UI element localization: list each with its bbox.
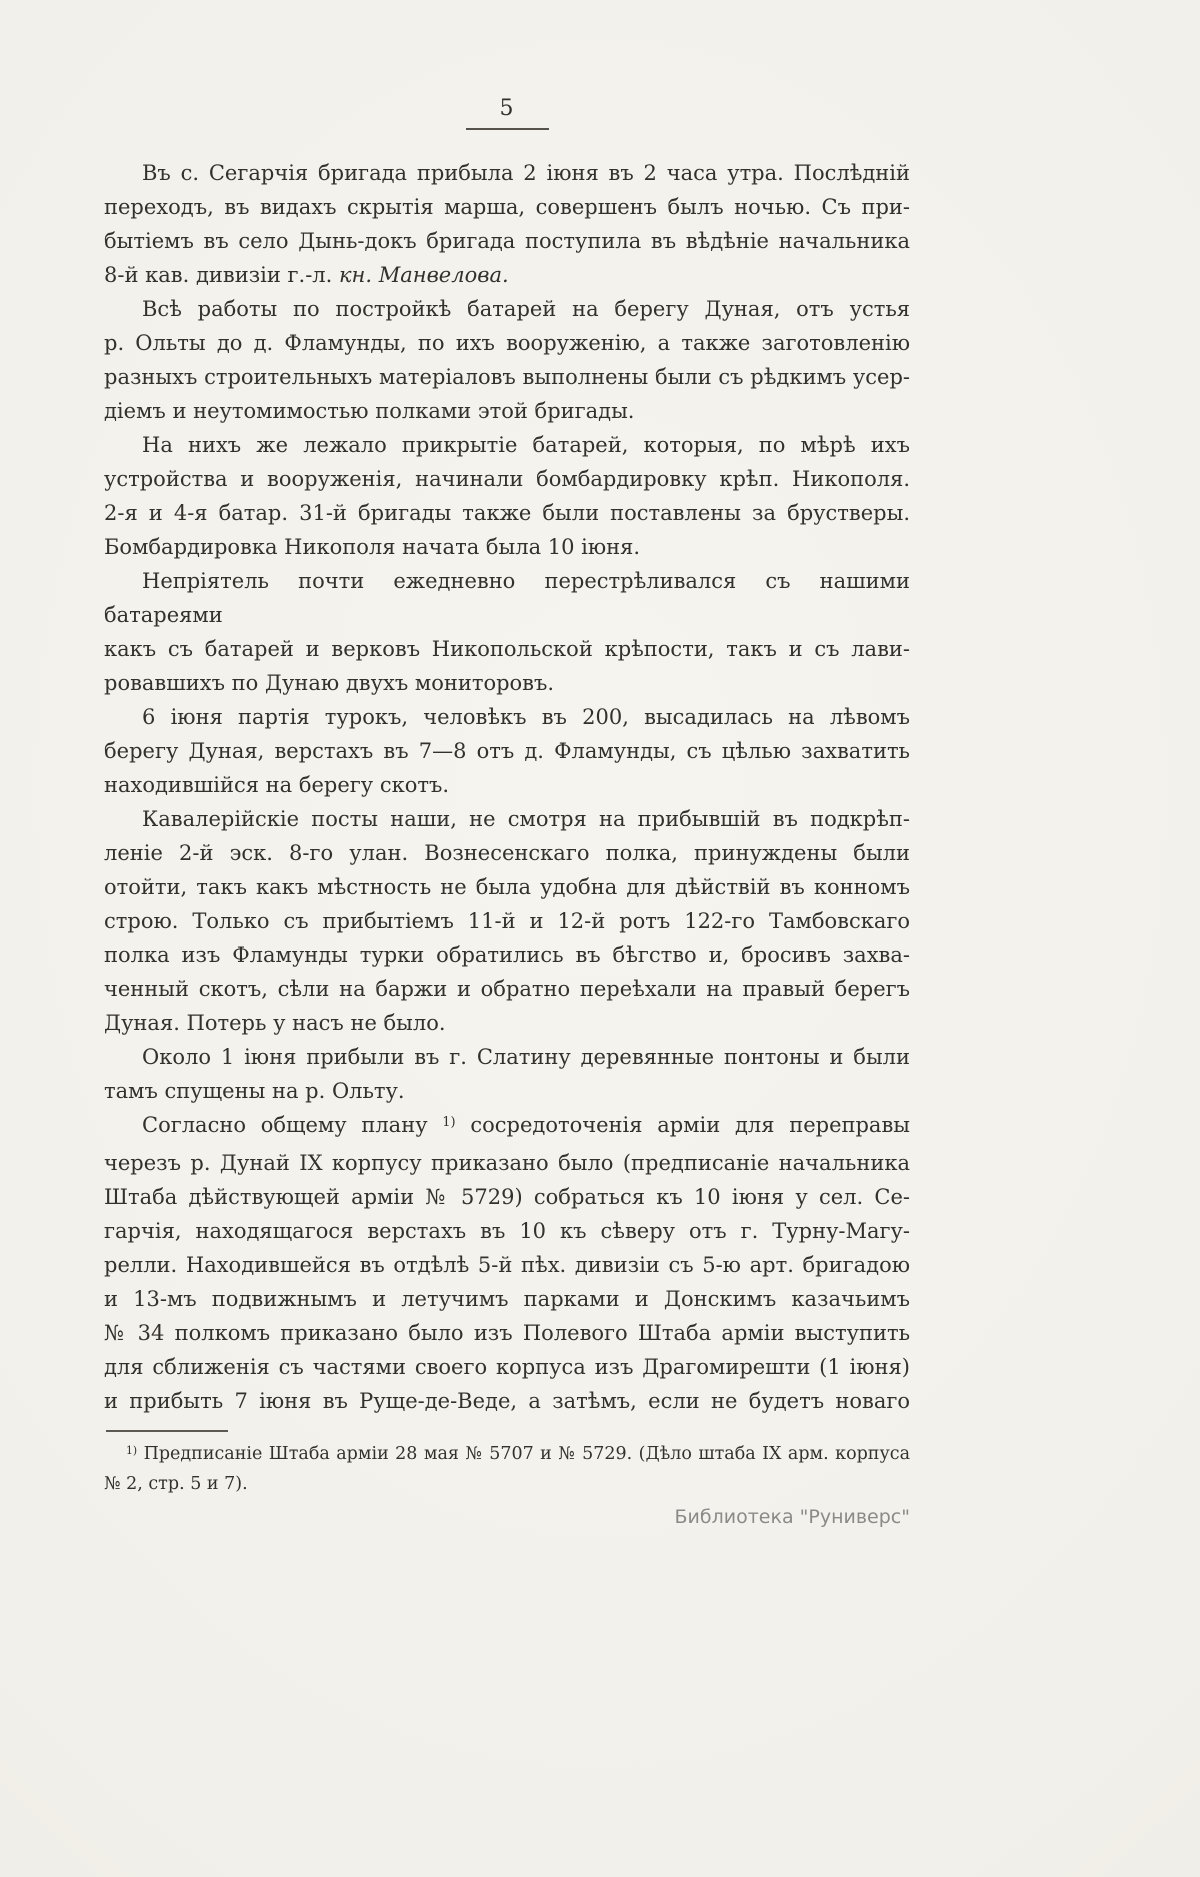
paragraph-6 bbox=[104, 802, 910, 1040]
text-line: релли. Находившейся въ отдѣлѣ 5-й пѣх. дивизіи съ 5-ю арт. бригадою bbox=[104, 1253, 910, 1277]
text-line: тамъ спущены на р. Ольту. bbox=[104, 1079, 405, 1103]
text-line: находившійся на берегу скотъ. bbox=[104, 773, 450, 797]
text-line: бытіемъ въ село Дынь-докъ бригада поступила въ вѣдѣніе начальника bbox=[104, 229, 910, 253]
text-segment: Предписаніе Штаба арміи 28 мая № 5707 и № 5729. (Дѣло штаба IX арм. корпуса bbox=[137, 1444, 910, 1464]
text-line: ровавшихъ по Дунаю двухъ мониторовъ. bbox=[104, 671, 555, 695]
page-header bbox=[104, 96, 910, 130]
text-line: 6 іюня партія турокъ, человѣкъ въ 200, высадилась на лѣвомъ bbox=[142, 705, 910, 729]
text-line: отойти, такъ какъ мѣстность не была удобна для дѣйствій въ конномъ bbox=[104, 875, 910, 899]
footnote-line bbox=[104, 1440, 910, 1470]
paragraph-4 bbox=[104, 564, 910, 700]
text-line: полка изъ Фламунды турки обратились въ бѣгство и, бросивъ захва- bbox=[104, 943, 910, 967]
text-line: для сближенія съ частями своего корпуса изъ Драгомирешти (1 іюня) bbox=[104, 1355, 910, 1379]
text-line: На нихъ же лежало прикрытіе батарей, которыя, по мѣрѣ ихъ bbox=[142, 433, 910, 457]
text-line: Штаба дѣйствующей арміи № 5729) собраться къ 10 іюня у сел. Се- bbox=[104, 1185, 910, 1209]
footnote-reference-marker: 1) bbox=[442, 1114, 456, 1130]
paragraph-3 bbox=[104, 428, 910, 564]
text-line: Непріятель почти ежедневно перестрѣливался съ нашими батареями bbox=[104, 569, 910, 627]
text-line: Всѣ работы по постройкѣ батарей на берегу Дуная, отъ устья bbox=[142, 297, 910, 321]
text-line: переходъ, въ видахъ скрытія марша, совершенъ былъ ночью. Съ при- bbox=[104, 195, 910, 219]
text-line: леніе 2-й эск. 8-го улан. Вознесенскаго полка, принуждены были bbox=[104, 841, 910, 865]
text-line bbox=[104, 258, 910, 292]
text-line: и прибыть 7 іюня въ Руще-де-Веде, а затѣмъ, если не будетъ новаго bbox=[104, 1389, 910, 1413]
text-line: какъ съ батарей и верковъ Никопольской крѣпости, такъ и съ лави- bbox=[104, 637, 910, 661]
text-line bbox=[104, 1108, 910, 1146]
library-watermark: Библиотека "Руниверс" bbox=[674, 1506, 910, 1528]
text-line: Около 1 іюня прибыли въ г. Слатину деревянные понтоны и были bbox=[142, 1045, 910, 1069]
text-segment: 8-й кав. дивизіи г.-л. bbox=[104, 263, 339, 287]
text-line: строю. Только съ прибытіемъ 11-й и 12-й ротъ 122-го Тамбовскаго bbox=[104, 909, 910, 933]
paragraph-2 bbox=[104, 292, 910, 428]
italic-name: кн. Манвелова. bbox=[339, 263, 509, 287]
paragraph-1 bbox=[104, 156, 910, 292]
footnote-line: № 2, стр. 5 и 7). bbox=[104, 1474, 248, 1494]
paragraph-5 bbox=[104, 700, 910, 802]
footnote-number: 1) bbox=[126, 1443, 138, 1457]
footnote bbox=[104, 1440, 910, 1499]
text-line: Въ с. Сегарчія бригада прибыла 2 іюня въ 2 часа утра. Послѣдній bbox=[142, 161, 910, 185]
text-line: разныхъ строительныхъ матеріаловъ выполнены были съ рѣдкимъ усер- bbox=[104, 365, 910, 389]
text-line: діемъ и неутомимостью полками этой бригады. bbox=[104, 399, 635, 423]
text-line: р. Ольты до д. Фламунды, по ихъ вооруженію, а также заготовленію bbox=[104, 331, 910, 355]
page-number: 5 bbox=[466, 96, 549, 130]
text-line: ченный скотъ, сѣли на баржи и обратно переѣхали на правый берегъ bbox=[104, 977, 910, 1001]
text-segment: сосредоточенія арміи для переправы bbox=[455, 1113, 910, 1137]
text-line: 2-я и 4-я батар. 31-й бригады также были поставлены за брустверы. bbox=[104, 501, 910, 525]
text-line: берегу Дуная, верстахъ въ 7—8 отъ д. Фламунды, съ цѣлью захватить bbox=[104, 739, 910, 763]
text-line: Кавалерійскіе посты наши, не смотря на прибывшій въ подкрѣп- bbox=[142, 807, 910, 831]
text-line: Бомбардировка Никополя начата была 10 іюня. bbox=[104, 535, 641, 559]
text-block bbox=[104, 96, 910, 1499]
text-line: гарчія, находящагося верстахъ въ 10 къ сѣверу отъ г. Турну-Магу- bbox=[104, 1219, 910, 1243]
footnote-separator bbox=[106, 1430, 228, 1432]
paragraph-7 bbox=[104, 1040, 910, 1108]
text-line: Дуная. Потерь у насъ не было. bbox=[104, 1011, 446, 1035]
text-line: черезъ р. Дунай IX корпусу приказано было (предписаніе начальника bbox=[104, 1151, 910, 1175]
text-line: и 13-мъ подвижнымъ и летучимъ парками и Донскимъ казачьимъ bbox=[104, 1287, 910, 1311]
paragraph-8 bbox=[104, 1108, 910, 1418]
body-text bbox=[104, 156, 910, 1418]
text-line: устройства и вооруженія, начинали бомбардировку крѣп. Никополя. bbox=[104, 467, 910, 491]
text-line: № 34 полкомъ приказано было изъ Полевого Штаба арміи выступить bbox=[104, 1321, 910, 1345]
text-segment: Согласно общему плану bbox=[142, 1113, 443, 1137]
